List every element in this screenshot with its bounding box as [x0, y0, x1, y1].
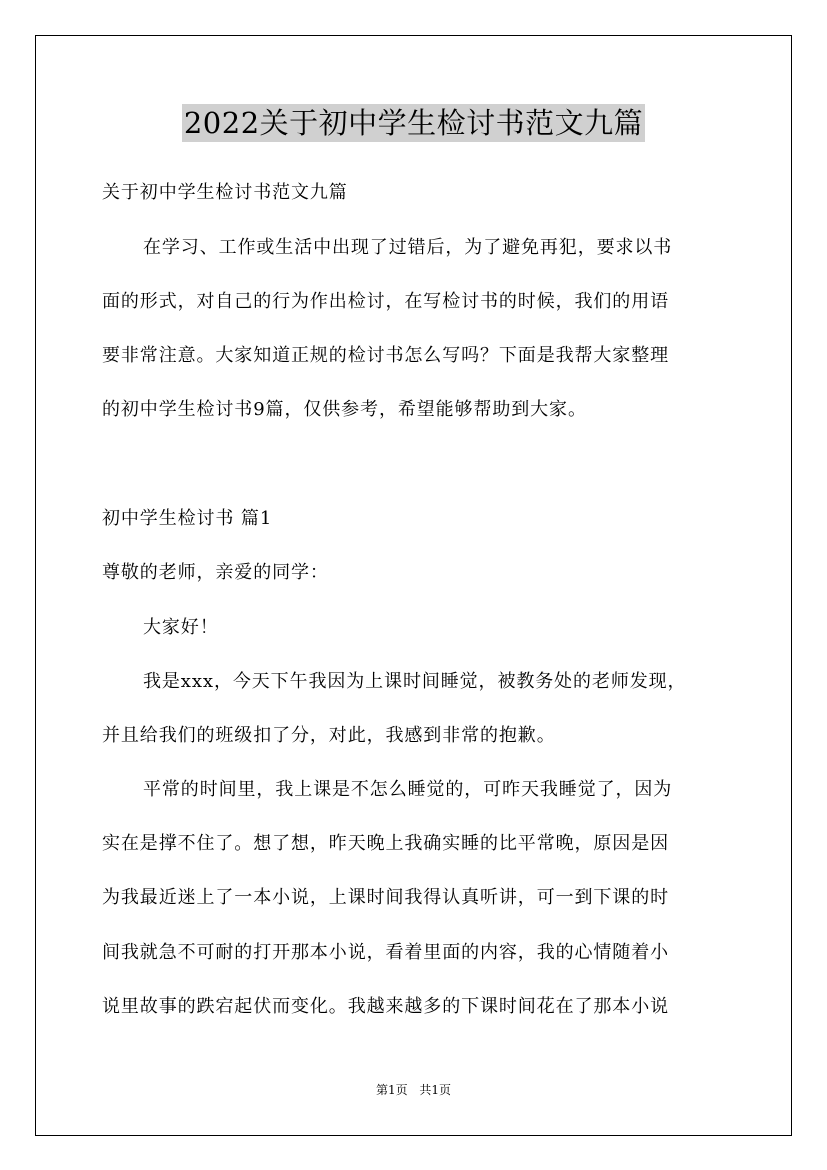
paragraph-line: 间我就急不可耐的打开那本小说，看着里面的内容，我的心情随着小 [102, 942, 669, 963]
paragraph-line: 我是xxx，今天下午我因为上课时间睡觉，被教务处的老师发现， [143, 671, 687, 692]
paragraph-line: 为我最近迷上了一本小说，上课时间我得认真听讲，可一到下课的时 [102, 887, 669, 908]
paragraph-line: 的初中学生检讨书9篇，仅供参考，希望能够帮助到大家。 [102, 399, 587, 420]
subtitle-line: 关于初中学生检讨书范文九篇 [102, 182, 348, 203]
paragraph-line: 实在是撑不住了。想了想，昨天晚上我确实睡的比平常晚，原因是因 [102, 833, 669, 854]
paragraph-line: 并且给我们的班级扣了分，对此，我感到非常的抱歉。 [102, 725, 556, 746]
paragraph-line: 面的形式，对自己的行为作出检讨，在写检讨书的时候，我们的用语 [102, 291, 669, 312]
page-number: 第1页 [375, 1083, 408, 1097]
page-total: 共1页 [419, 1083, 452, 1097]
page-footer [0, 1082, 827, 1098]
section-heading: 初中学生检讨书 篇1 [102, 508, 273, 529]
paragraph-line: 要非常注意。大家知道正规的检讨书怎么写吗？下面是我帮大家整理 [102, 345, 669, 366]
salutation-line: 尊敬的老师，亲爱的同学： [102, 562, 329, 583]
document-title: 2022关于初中学生检讨书范文九篇 [183, 106, 644, 140]
document-title-block [0, 104, 827, 147]
paragraph-line: 说里故事的跌宕起伏而变化。我越来越多的下课时间花在了那本小说 [102, 996, 669, 1017]
paragraph-line: 在学习、工作或生活中出现了过错后，为了避免再犯，要求以书 [143, 237, 673, 258]
greeting-line: 大家好！ [143, 617, 219, 638]
paragraph-line: 平常的时间里，我上课是不怎么睡觉的，可昨天我睡觉了，因为 [143, 779, 673, 800]
